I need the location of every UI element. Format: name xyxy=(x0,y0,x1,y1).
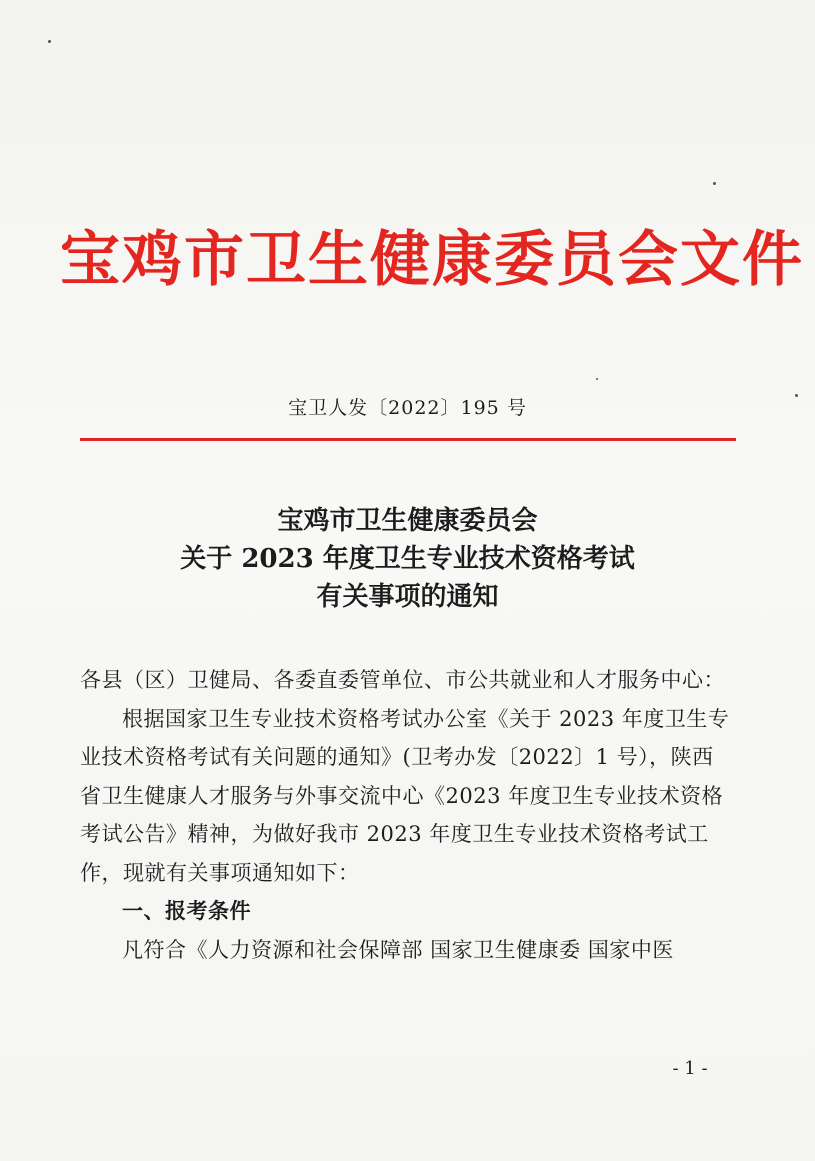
scan-speck xyxy=(713,182,716,185)
scan-speck xyxy=(596,378,598,380)
notice-body xyxy=(80,661,730,969)
paragraph-2: 凡符合《人力资源和社会保障部 国家卫生健康委 国家中医 xyxy=(122,937,674,962)
section-heading-1: 一、报考条件 xyxy=(122,899,251,923)
scan-speck xyxy=(48,40,51,43)
salutation: 各县（区）卫健局、各委直委管单位、市公共就业和人才服务中心： xyxy=(80,668,725,692)
notice-title-line-3: 有关事项的通知 xyxy=(316,582,499,612)
paragraph-1: 根据国家卫生专业技术资格考试办公室《关于 2023 年度卫生专业技术资格考试有关问题的通知》(卫考办发〔2022〕1 号），陕西省卫生健康人才服务与外事交流中心《2023 年度卫生专业技术资格考试公告》精神，为做好我市 2023 年度卫生专业技术资格考试工作，现就有关事项通知如下： xyxy=(80,706,730,885)
notice-title xyxy=(0,502,815,616)
red-separator-rule xyxy=(80,438,736,441)
notice-title-line-2: 关于 2023 年度卫生专业技术资格考试 xyxy=(180,544,635,574)
page-number: - 1 - xyxy=(672,1058,708,1079)
notice-title-line-1: 宝鸡市卫生健康委员会 xyxy=(277,506,538,536)
document-header-title: 宝鸡市卫生健康委员会文件 xyxy=(60,225,804,295)
document-number: 宝卫人发〔2022〕195 号 xyxy=(288,397,527,419)
